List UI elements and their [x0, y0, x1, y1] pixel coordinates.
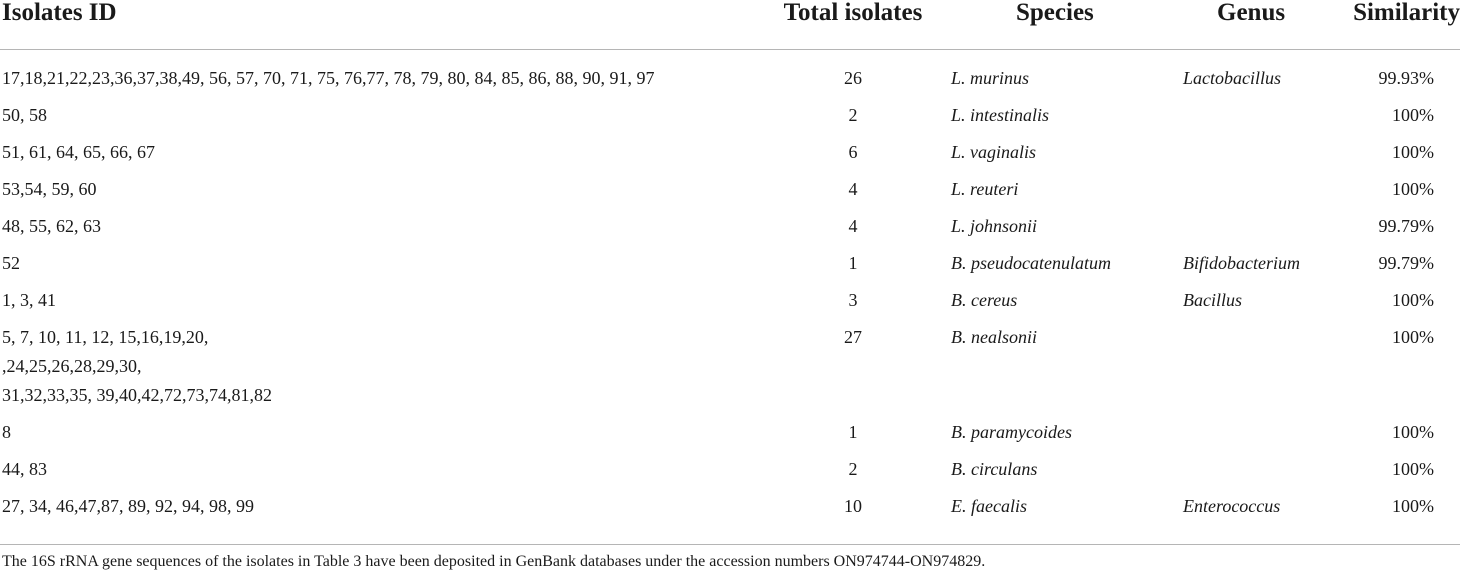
cell-total-isolates: 4: [848, 179, 858, 199]
cell-genus: [1165, 212, 1340, 249]
cell-genus: Bacillus: [1183, 290, 1242, 310]
cell-species: L. murinus: [951, 68, 1030, 88]
header-genus: Genus: [1165, 0, 1340, 50]
isolates-id-line: 53,54, 59, 60: [2, 179, 97, 199]
header-isolates-id: Isolates ID: [0, 0, 770, 50]
isolates-id-line: 50, 58: [2, 105, 47, 125]
isolates-id-line: 17,18,21,22,23,36,37,38,49, 56, 57, 70, 71, 75, 76,77, 78, 79, 80, 84, 85, 86, 88, 90, 91, 97: [2, 68, 655, 88]
cell-genus: Lactobacillus: [1183, 68, 1281, 88]
table-row: [0, 286, 1460, 323]
cell-isolates-id: [0, 323, 770, 418]
cell-species: L. reuteri: [951, 179, 1019, 199]
cell-isolates-id: [0, 418, 770, 455]
cell-species: L. vaginalis: [951, 142, 1037, 162]
table-row: [0, 50, 1460, 102]
cell-genus: [1165, 138, 1340, 175]
cell-species: L. johnsonii: [951, 216, 1038, 236]
cell-total-isolates: 2: [848, 459, 858, 479]
cell-species: L. intestinalis: [951, 105, 1050, 125]
cell-species: B. nealsonii: [951, 327, 1037, 347]
cell-similarity: 99.79%: [1378, 253, 1434, 273]
header-row: [0, 0, 1460, 50]
table-row: [0, 175, 1460, 212]
cell-genus: [1165, 101, 1340, 138]
cell-total-isolates: 1: [848, 253, 858, 273]
table-row: [0, 492, 1460, 529]
header-similarity: Similarity: [1340, 0, 1460, 50]
cell-total-isolates: 26: [844, 68, 862, 88]
cell-total-isolates: 27: [844, 327, 862, 347]
cell-similarity: 100%: [1392, 422, 1434, 442]
cell-isolates-id: [0, 212, 770, 249]
cell-isolates-id: [0, 101, 770, 138]
isolates-id-line: 1, 3, 41: [2, 290, 56, 310]
cell-total-isolates: 2: [848, 105, 858, 125]
cell-isolates-id: [0, 138, 770, 175]
cell-species: B. pseudocatenulatum: [951, 253, 1111, 273]
isolates-id-line: 31,32,33,35, 39,40,42,72,73,74,81,82: [2, 385, 272, 405]
isolates-id-line: 5, 7, 10, 11, 12, 15,16,19,20,: [2, 327, 209, 347]
cell-species: B. circulans: [951, 459, 1038, 479]
cell-total-isolates: 10: [844, 496, 862, 516]
cell-similarity: 99.93%: [1378, 68, 1434, 88]
cell-total-isolates: 4: [848, 216, 858, 236]
table-body: [0, 50, 1460, 530]
cell-similarity: 100%: [1392, 496, 1434, 516]
cell-similarity: 99.79%: [1378, 216, 1434, 236]
cell-genus: [1165, 175, 1340, 212]
cell-species: E. faecalis: [951, 496, 1027, 516]
cell-isolates-id: [0, 286, 770, 323]
isolates-id-line: 27, 34, 46,47,87, 89, 92, 94, 98, 99: [2, 496, 254, 516]
cell-similarity: 100%: [1392, 327, 1434, 347]
cell-similarity: 100%: [1392, 142, 1434, 162]
table-row: [0, 418, 1460, 455]
table-row: [0, 323, 1460, 418]
cell-isolates-id: [0, 455, 770, 492]
header-species: Species: [936, 0, 1165, 50]
table-footnote: The 16S rRNA gene sequences of the isolates in Table 3 have been deposited in GenBank databases under the accession numbers ON974744-ON974829.: [2, 553, 986, 570]
table-row: [0, 138, 1460, 175]
header-total-isolates: Total isolates: [770, 0, 936, 50]
table-row: [0, 212, 1460, 249]
cell-genus: Enterococcus: [1183, 496, 1281, 516]
cell-similarity: 100%: [1392, 105, 1434, 125]
cell-total-isolates: 3: [848, 290, 858, 310]
isolates-id-line: ,24,25,26,28,29,30,: [2, 356, 142, 376]
cell-total-isolates: 1: [848, 422, 858, 442]
cell-genus: [1165, 455, 1340, 492]
table-row: [0, 101, 1460, 138]
cell-species: B. cereus: [951, 290, 1018, 310]
table-row: [0, 249, 1460, 286]
cell-genus: Bifidobacterium: [1183, 253, 1300, 273]
cell-similarity: 100%: [1392, 179, 1434, 199]
isolates-id-line: 51, 61, 64, 65, 66, 67: [2, 142, 155, 162]
cell-genus: [1165, 323, 1340, 418]
cell-genus: [1165, 418, 1340, 455]
cell-similarity: 100%: [1392, 459, 1434, 479]
isolates-id-line: 52: [2, 253, 20, 273]
isolates-id-line: 44, 83: [2, 459, 47, 479]
cell-total-isolates: 6: [848, 142, 858, 162]
cell-similarity: 100%: [1392, 290, 1434, 310]
cell-species: B. paramycoides: [951, 422, 1072, 442]
table-header: [0, 0, 1460, 50]
table-bottom-rule: [0, 544, 1460, 545]
isolates-id-line: 8: [2, 422, 11, 442]
cell-isolates-id: [0, 249, 770, 286]
cell-isolates-id: [0, 175, 770, 212]
table-row: [0, 455, 1460, 492]
cell-isolates-id: [0, 50, 770, 102]
cell-isolates-id: [0, 492, 770, 529]
isolates-id-line: 48, 55, 62, 63: [2, 216, 101, 236]
